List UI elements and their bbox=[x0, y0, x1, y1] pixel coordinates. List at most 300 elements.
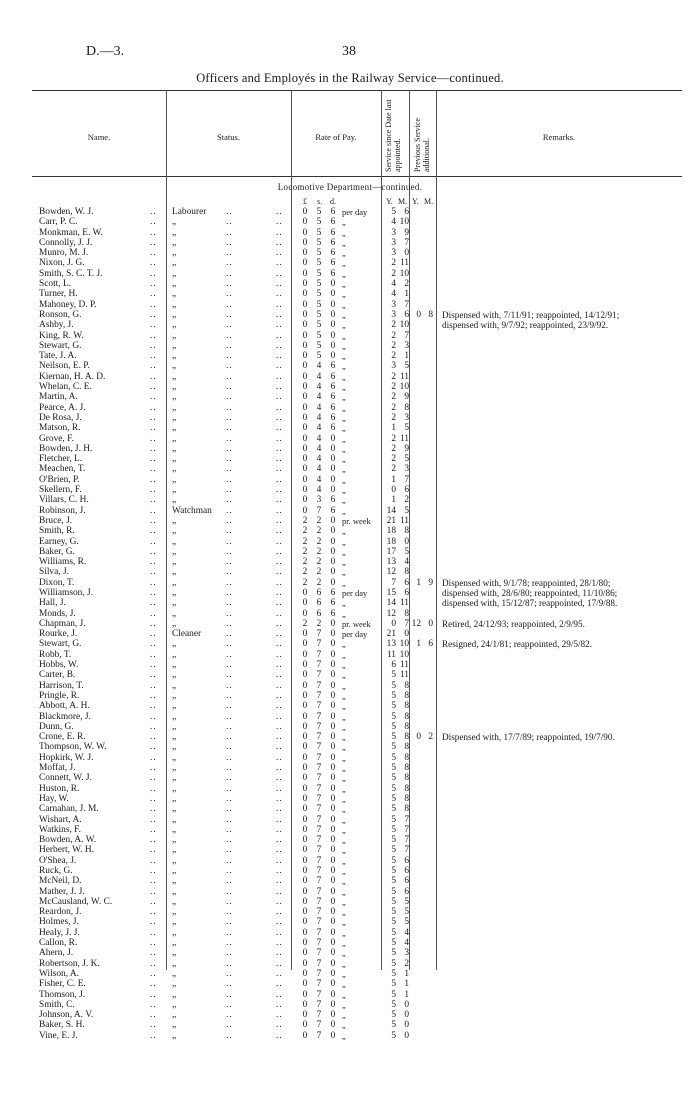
service-months: 7 bbox=[404, 330, 409, 341]
service-years: 5 bbox=[391, 690, 396, 701]
staff-status: Labourer bbox=[172, 207, 207, 217]
staff-status: „ bbox=[172, 639, 177, 650]
service-years: 12 bbox=[386, 608, 396, 619]
leader-dots: .. bbox=[276, 495, 283, 506]
table-row bbox=[0, 207, 700, 217]
rate-shillings: 2 bbox=[316, 515, 322, 526]
service-months: 8 bbox=[404, 526, 409, 537]
table-row bbox=[0, 887, 700, 897]
rate-pounds: 0 bbox=[302, 443, 308, 454]
staff-status: „ bbox=[172, 680, 177, 691]
leader-dots: .. bbox=[276, 660, 283, 671]
unit-shillings: s. bbox=[317, 197, 323, 206]
service-months: 11 bbox=[399, 258, 409, 269]
rate-pence: 6 bbox=[330, 587, 336, 598]
rate-pounds: 0 bbox=[302, 474, 308, 485]
leader-dots: .. bbox=[150, 443, 157, 454]
rate-pounds: 0 bbox=[302, 968, 308, 979]
staff-name: Moffat, J. bbox=[39, 763, 76, 774]
service-years: 3 bbox=[391, 227, 396, 238]
service-years: 0 bbox=[391, 618, 396, 629]
service-months: 8 bbox=[404, 680, 409, 691]
leader-dots: .. bbox=[276, 454, 283, 465]
rate-pence: 6 bbox=[330, 207, 336, 217]
rate-pence: 0 bbox=[330, 464, 336, 475]
table-row bbox=[0, 866, 700, 876]
table-row bbox=[0, 1010, 700, 1020]
service-years: 1 bbox=[391, 495, 396, 506]
service-months: 10 bbox=[399, 649, 409, 660]
remarks-text: Dispensed with, 17/7/89; reappointed, 19/7/90. bbox=[442, 732, 615, 743]
leader-dots: .. bbox=[276, 866, 283, 876]
rate-period: „ bbox=[342, 392, 346, 403]
rate-pence: 0 bbox=[330, 567, 336, 578]
leader-dots: .. bbox=[276, 721, 283, 732]
rate-shillings: 7 bbox=[316, 742, 322, 753]
service-months: 10 bbox=[399, 217, 409, 228]
service-years: 5 bbox=[391, 907, 396, 918]
staff-status: Watchman bbox=[172, 505, 212, 516]
service-months: 5 bbox=[404, 423, 409, 434]
rate-period: „ bbox=[342, 989, 346, 1000]
rate-period: „ bbox=[342, 412, 346, 423]
leader-dots: .. bbox=[226, 557, 233, 568]
rate-pounds: 0 bbox=[302, 773, 308, 784]
rate-shillings: 4 bbox=[316, 423, 322, 434]
leader-dots: .. bbox=[276, 845, 283, 856]
rate-period: „ bbox=[342, 958, 346, 969]
service-months: 0 bbox=[404, 1030, 409, 1041]
staff-status: „ bbox=[172, 793, 177, 804]
leader-dots: .. bbox=[276, 587, 283, 598]
table-row bbox=[0, 454, 700, 464]
staff-name: Meachen, T. bbox=[39, 464, 86, 475]
staff-name: Hobbs, W. bbox=[39, 660, 79, 671]
rate-period: „ bbox=[342, 227, 346, 238]
rate-pence: 0 bbox=[330, 701, 336, 712]
staff-name: Neilson, E. P. bbox=[39, 361, 90, 372]
service-years: 1 bbox=[391, 423, 396, 434]
rate-pounds: 0 bbox=[302, 649, 308, 660]
staff-status: „ bbox=[172, 896, 177, 907]
rate-pounds: 2 bbox=[302, 577, 308, 588]
rate-pence: 0 bbox=[330, 443, 336, 454]
service-months: 8 bbox=[404, 793, 409, 804]
remarks-text: Dispensed with, 9/1/78; reappointed, 28/1/80; bbox=[442, 577, 611, 588]
service-years: 2 bbox=[391, 382, 396, 393]
rate-period: „ bbox=[342, 330, 346, 341]
table-row bbox=[0, 629, 700, 639]
service-years: 5 bbox=[391, 824, 396, 835]
leader-dots: .. bbox=[150, 485, 157, 496]
leader-dots: .. bbox=[226, 268, 233, 279]
leader-dots: .. bbox=[276, 268, 283, 279]
table-row bbox=[0, 475, 700, 485]
rate-shillings: 7 bbox=[316, 824, 322, 835]
rate-shillings: 7 bbox=[316, 907, 322, 918]
table-row bbox=[0, 382, 700, 392]
leader-dots: .. bbox=[150, 793, 157, 804]
leader-dots: .. bbox=[150, 968, 157, 979]
table-row bbox=[0, 588, 700, 598]
rate-pounds: 0 bbox=[302, 423, 308, 434]
rate-pounds: 0 bbox=[302, 1010, 308, 1021]
rate-period: „ bbox=[342, 505, 346, 516]
rate-period: „ bbox=[342, 711, 346, 722]
service-years: 4 bbox=[391, 279, 396, 290]
remarks-text: dispensed with, 28/6/80; reappointed, 11/10/86; bbox=[442, 587, 618, 598]
service-years: 5 bbox=[391, 1010, 396, 1021]
rate-period: „ bbox=[342, 248, 346, 259]
leader-dots: .. bbox=[226, 237, 233, 248]
rate-period: „ bbox=[342, 557, 346, 568]
staff-name: O'Brien, P. bbox=[39, 474, 80, 485]
staff-status: „ bbox=[172, 1010, 177, 1021]
leader-dots: .. bbox=[276, 598, 283, 609]
rate-pounds: 0 bbox=[302, 361, 308, 372]
leader-dots: .. bbox=[276, 804, 283, 815]
leader-dots: .. bbox=[226, 485, 233, 496]
rate-pounds: 0 bbox=[302, 248, 308, 259]
staff-name: Hopkirk, W. J. bbox=[39, 752, 94, 763]
leader-dots: .. bbox=[226, 917, 233, 928]
staff-name: Baker, G. bbox=[39, 546, 75, 557]
staff-status: „ bbox=[172, 546, 177, 557]
staff-name: Nixon, J. G. bbox=[39, 258, 85, 269]
table-row bbox=[0, 351, 700, 361]
leader-dots: .. bbox=[226, 773, 233, 784]
leader-dots: .. bbox=[276, 351, 283, 362]
service-months: 5 bbox=[404, 546, 409, 557]
rate-shillings: 7 bbox=[316, 866, 322, 876]
rate-pounds: 0 bbox=[302, 608, 308, 619]
rate-period: „ bbox=[342, 577, 346, 588]
rate-pence: 0 bbox=[330, 660, 336, 671]
rate-pounds: 0 bbox=[302, 876, 308, 887]
rate-shillings: 7 bbox=[316, 876, 322, 887]
service-months: 8 bbox=[404, 742, 409, 753]
rate-pence: 0 bbox=[330, 629, 336, 640]
leader-dots: .. bbox=[150, 855, 157, 866]
rate-pounds: 0 bbox=[302, 639, 308, 650]
rate-pence: 6 bbox=[330, 382, 336, 393]
leader-dots: .. bbox=[276, 917, 283, 928]
service-years: 5 bbox=[391, 866, 396, 876]
rate-shillings: 5 bbox=[316, 258, 322, 269]
staff-name: Grove, F. bbox=[39, 433, 74, 444]
staff-name: Matson, R. bbox=[39, 423, 81, 434]
leader-dots: .. bbox=[150, 474, 157, 485]
service-years: 5 bbox=[391, 855, 396, 866]
staff-name: Ruck, G. bbox=[39, 866, 73, 876]
rate-period: „ bbox=[342, 474, 346, 485]
leader-dots: .. bbox=[276, 1010, 283, 1021]
rate-period: „ bbox=[342, 845, 346, 856]
table-row bbox=[0, 979, 700, 989]
staff-status: „ bbox=[172, 989, 177, 1000]
leader-dots: .. bbox=[150, 433, 157, 444]
table-row bbox=[0, 845, 700, 855]
rate-period: „ bbox=[342, 608, 346, 619]
rate-shillings: 5 bbox=[316, 299, 322, 310]
service-years: 12 bbox=[386, 567, 396, 578]
service-months: 1 bbox=[404, 289, 409, 300]
rate-pounds: 0 bbox=[302, 999, 308, 1010]
leader-dots: .. bbox=[276, 649, 283, 660]
previous-months: 6 bbox=[428, 639, 433, 650]
rate-pence: 0 bbox=[330, 1020, 336, 1031]
rate-pence: 0 bbox=[330, 680, 336, 691]
rate-pounds: 0 bbox=[302, 814, 308, 825]
rate-pence: 0 bbox=[330, 670, 336, 681]
rate-pence: 0 bbox=[330, 876, 336, 887]
previous-years: 1 bbox=[416, 639, 421, 650]
leader-dots: .. bbox=[150, 618, 157, 629]
service-years: 5 bbox=[391, 793, 396, 804]
staff-status: „ bbox=[172, 783, 177, 794]
service-years: 2 bbox=[391, 454, 396, 465]
rate-pounds: 0 bbox=[302, 1020, 308, 1031]
table-row bbox=[0, 444, 700, 454]
rate-shillings: 7 bbox=[316, 783, 322, 794]
rate-shillings: 3 bbox=[316, 495, 322, 506]
leader-dots: .. bbox=[150, 227, 157, 238]
service-years: 14 bbox=[386, 505, 396, 516]
rate-period: pr. week bbox=[342, 515, 371, 526]
rate-period: „ bbox=[342, 721, 346, 732]
leader-dots: .. bbox=[276, 1020, 283, 1031]
rate-pounds: 0 bbox=[302, 351, 308, 362]
table-row bbox=[0, 547, 700, 557]
service-years: 5 bbox=[391, 938, 396, 949]
table-row bbox=[0, 423, 700, 433]
staff-name: Hall, J. bbox=[39, 598, 66, 609]
service-months: 7 bbox=[404, 299, 409, 310]
table-row bbox=[0, 938, 700, 948]
rate-pence: 0 bbox=[330, 1010, 336, 1021]
rate-pounds: 0 bbox=[302, 835, 308, 846]
staff-name: Smith, R. bbox=[39, 526, 75, 537]
rate-shillings: 2 bbox=[316, 577, 322, 588]
service-months: 8 bbox=[404, 567, 409, 578]
rate-pounds: 0 bbox=[302, 587, 308, 598]
service-months: 0 bbox=[404, 999, 409, 1010]
staff-status: „ bbox=[172, 217, 177, 228]
table-row bbox=[0, 701, 700, 711]
leader-dots: .. bbox=[276, 536, 283, 547]
rate-pence: 6 bbox=[330, 258, 336, 269]
section-heading: Locomotive Department—continued. bbox=[277, 182, 423, 192]
service-months: 6 bbox=[404, 866, 409, 876]
leader-dots: .. bbox=[150, 680, 157, 691]
table-row bbox=[0, 928, 700, 938]
rate-pence: 6 bbox=[330, 268, 336, 279]
staff-status: „ bbox=[172, 948, 177, 959]
service-years: 5 bbox=[391, 742, 396, 753]
rate-shillings: 5 bbox=[316, 340, 322, 351]
rate-pence: 0 bbox=[330, 649, 336, 660]
rate-period: „ bbox=[342, 773, 346, 784]
service-months: 2 bbox=[404, 958, 409, 969]
rate-shillings: 7 bbox=[316, 773, 322, 784]
rate-period: „ bbox=[342, 526, 346, 537]
rate-pounds: 0 bbox=[302, 989, 308, 1000]
service-years: 2 bbox=[391, 433, 396, 444]
rate-period: „ bbox=[342, 639, 346, 650]
staff-name: Mather, J. J. bbox=[39, 886, 85, 897]
page-reference: D.—3. bbox=[86, 44, 125, 59]
rate-period: „ bbox=[342, 237, 346, 248]
leader-dots: .. bbox=[226, 690, 233, 701]
table-row bbox=[0, 228, 700, 238]
service-months: 6 bbox=[404, 577, 409, 588]
leader-dots: .. bbox=[276, 742, 283, 753]
staff-status: „ bbox=[172, 938, 177, 949]
staff-name: Stewart, G. bbox=[39, 639, 82, 650]
rate-pounds: 0 bbox=[302, 289, 308, 300]
rate-period: „ bbox=[342, 876, 346, 887]
table-row bbox=[0, 948, 700, 958]
rate-period: „ bbox=[342, 968, 346, 979]
rate-period: „ bbox=[342, 320, 346, 331]
table-row bbox=[0, 1031, 700, 1041]
rate-pounds: 0 bbox=[302, 227, 308, 238]
leader-dots: .. bbox=[226, 948, 233, 959]
leader-dots: .. bbox=[276, 577, 283, 588]
staff-status: „ bbox=[172, 804, 177, 815]
rate-pence: 0 bbox=[330, 855, 336, 866]
leader-dots: .. bbox=[150, 1020, 157, 1031]
staff-name: Dunn, G. bbox=[39, 721, 74, 732]
leader-dots: .. bbox=[150, 258, 157, 269]
leader-dots: .. bbox=[226, 804, 233, 815]
previous-months: 8 bbox=[428, 309, 433, 320]
rate-pounds: 0 bbox=[302, 958, 308, 969]
service-months: 5 bbox=[404, 907, 409, 918]
leader-dots: .. bbox=[150, 948, 157, 959]
table-row bbox=[0, 856, 700, 866]
table-row bbox=[0, 670, 700, 680]
rate-pence: 0 bbox=[330, 454, 336, 465]
service-years: 3 bbox=[391, 237, 396, 248]
leader-dots: .. bbox=[276, 515, 283, 526]
staff-status: „ bbox=[172, 608, 177, 619]
remarks-text: dispensed with, 9/7/92; reappointed, 23/9/92. bbox=[442, 320, 609, 331]
service-months: 6 bbox=[404, 309, 409, 320]
service-months: 8 bbox=[404, 721, 409, 732]
staff-status: „ bbox=[172, 917, 177, 928]
leader-dots: .. bbox=[150, 392, 157, 403]
staff-name: Earney, G. bbox=[39, 536, 79, 547]
leader-dots: .. bbox=[276, 320, 283, 331]
rate-period: pr. week bbox=[342, 618, 371, 629]
service-years: 2 bbox=[391, 464, 396, 475]
service-years: 2 bbox=[391, 320, 396, 331]
rate-period: „ bbox=[342, 536, 346, 547]
rate-pence: 0 bbox=[330, 330, 336, 341]
rate-shillings: 7 bbox=[316, 855, 322, 866]
service-years: 13 bbox=[386, 557, 396, 568]
rate-shillings: 4 bbox=[316, 392, 322, 403]
staff-status: „ bbox=[172, 701, 177, 712]
rate-pence: 6 bbox=[330, 402, 336, 413]
rate-shillings: 7 bbox=[316, 793, 322, 804]
table-row bbox=[0, 681, 700, 691]
rate-shillings: 4 bbox=[316, 412, 322, 423]
staff-name: Smith, C. bbox=[39, 999, 75, 1010]
rate-shillings: 4 bbox=[316, 454, 322, 465]
staff-status: „ bbox=[172, 289, 177, 300]
leader-dots: .. bbox=[150, 361, 157, 372]
staff-name: Robinson, J. bbox=[39, 505, 86, 516]
leader-dots: .. bbox=[276, 423, 283, 434]
service-years: 18 bbox=[386, 536, 396, 547]
staff-name: Ashby, J. bbox=[39, 320, 74, 331]
rate-pence: 6 bbox=[330, 412, 336, 423]
service-years: 5 bbox=[391, 814, 396, 825]
rate-shillings: 5 bbox=[316, 217, 322, 228]
leader-dots: .. bbox=[150, 989, 157, 1000]
leader-dots: .. bbox=[226, 958, 233, 969]
leader-dots: .. bbox=[276, 371, 283, 382]
leader-dots: .. bbox=[226, 999, 233, 1010]
service-months: 8 bbox=[404, 783, 409, 794]
leader-dots: .. bbox=[150, 907, 157, 918]
service-years: 5 bbox=[391, 948, 396, 959]
table-row bbox=[0, 217, 700, 227]
service-years: 5 bbox=[391, 1020, 396, 1031]
service-years: 2 bbox=[391, 392, 396, 403]
leader-dots: .. bbox=[150, 958, 157, 969]
remarks-text: Retired, 24/12/93; reappointed, 2/9/95. bbox=[442, 618, 585, 629]
service-months: 1 bbox=[404, 979, 409, 990]
service-months: 8 bbox=[404, 711, 409, 722]
rate-period: „ bbox=[342, 680, 346, 691]
rate-pounds: 0 bbox=[302, 845, 308, 856]
rate-period: „ bbox=[342, 567, 346, 578]
rate-pounds: 0 bbox=[302, 763, 308, 774]
table-row bbox=[0, 639, 700, 649]
previous-months: 2 bbox=[428, 732, 433, 743]
staff-name: Harrison, T. bbox=[39, 680, 84, 691]
rate-pounds: 0 bbox=[302, 454, 308, 465]
rate-period: „ bbox=[342, 999, 346, 1010]
service-months: 7 bbox=[404, 814, 409, 825]
service-months: 0 bbox=[404, 248, 409, 259]
table-row bbox=[0, 331, 700, 341]
rate-shillings: 7 bbox=[316, 732, 322, 743]
rate-pounds: 0 bbox=[302, 680, 308, 691]
rate-shillings: 5 bbox=[316, 279, 322, 290]
leader-dots: .. bbox=[276, 783, 283, 794]
leader-dots: .. bbox=[150, 248, 157, 259]
leader-dots: .. bbox=[226, 474, 233, 485]
previous-years: 0 bbox=[416, 732, 421, 743]
service-years: 2 bbox=[391, 340, 396, 351]
leader-dots: .. bbox=[226, 629, 233, 640]
staff-name: Herbert, W. H. bbox=[39, 845, 94, 856]
staff-status: „ bbox=[172, 866, 177, 876]
rate-shillings: 7 bbox=[316, 804, 322, 815]
rate-pence: 0 bbox=[330, 835, 336, 846]
leader-dots: .. bbox=[276, 402, 283, 413]
rate-period: „ bbox=[342, 1020, 346, 1031]
staff-name: Dixon, T. bbox=[39, 577, 75, 588]
staff-status: „ bbox=[172, 876, 177, 887]
rate-pounds: 0 bbox=[302, 598, 308, 609]
leader-dots: .. bbox=[226, 248, 233, 259]
rate-pounds: 0 bbox=[302, 948, 308, 959]
